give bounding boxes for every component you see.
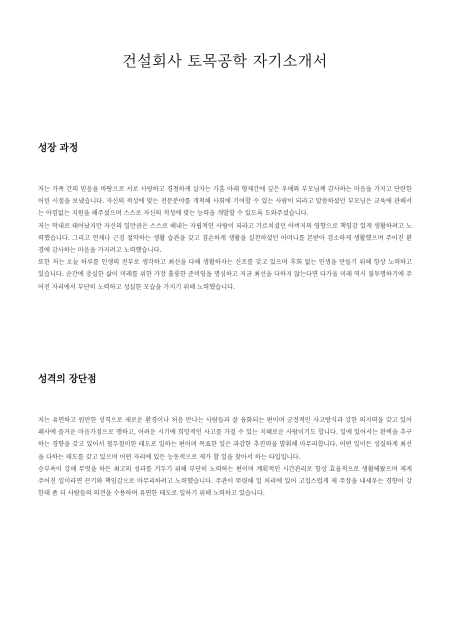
paragraph: 저는 유연하고 원만한 성격으로 새로운 환경이나 처음 만나는 사람들과 잘 융화되는 편이며 긍정적인 사고방식과 강한 의지력을 갖고 있어 패사에 즐거운 마음가짐으로 행하고, 어려운 시기에 희망적인 사고를 가질 수 있는 지혜로운 사람이기도 합니다. 일에 있어서는 완벽을 추구하는 경향을 갖고 있어서 철두철미한 태도로 일하는 편이며 목표한 일은 과감한 추진력을 발휘해 마무리합니다. 어떤 일이든 성실하게 최선을 다하는 태도를 갖고 있으며 어떤 자리에 있든 능동적으로 제가 할 일을 찾아서 하는 타입입니다. (38, 417, 412, 461)
section-heading-growth: 성장 과정 (38, 143, 79, 154)
document-title: 건설회사 토목공학 자기소개서 (122, 52, 328, 70)
paragraph: 또한 저는 오늘 하루를 인생의 전부로 생각하고 최선을 다해 생활하자는 신조를 갖고 있으며 후회 없는 인생을 만들기 위해 항상 노력하고 있습니다. 순간에 충실한 삶이 미래를 위한 가장 훌륭한 준비임을 명심하고 지금 최선을 다하지 않는다면 다가올 미래 역시 불투명하기에 주어진 자리에서 부단히 노력하고 성실한 모습을 가지기 위해 노력했습니다. (38, 259, 412, 291)
paragraph: 저는 막내로 태어났지만 자신의 일만큼은 스스로 해내는 자립적인 사람이 되라고 가르치셨던 아버지의 영향으로 책임감 있게 생활하려고 노력했습니다. 그리고 언제나 근검 절약하는 생활 습관을 갖고 겸손하게 생활을 실천하셨던 어머니를 본받아 검소하게 생활했으며 주어진 환경에 감사하는 마음을 가지려고 노력했습니다. (38, 222, 412, 255)
section-body-growth (38, 184, 412, 294)
section-body-personality (38, 415, 412, 500)
paragraph: 승부욕이 강해 무엇을 하든 최고의 성과를 거두기 위해 부단히 노력하는 편이며 계획적인 시간관리로 항상 효율적으로 생활해왔으며 제게 주어진 일이라면 끈기와 책임감으로 마무리하려고 노력했습니다. 주관이 뚜렷해 일 처리에 있어 고집스럽게 제 주장을 내세우는 경향이 강한데 좀 더 사람들의 의견을 수용하며 유연한 태도로 일하기 위해 노력하고 있습니다. (38, 465, 412, 498)
section-heading-personality: 성격의 장단점 (38, 374, 97, 385)
paragraph: 저는 가족 간의 믿음을 바탕으로 서로 사랑하고 경청하게 살자는 가훈 아래 형제간에 깊은 우애와 부모님께 감사하는 마음을 가지고 단란한 어린 시절을 보냈습니다. 자신의 적성에 맞는 전문분야를 개척해 사회에 기여할 수 있는 사람이 되라고 말씀하셨던 부모님은 교육에 관해서는 아낌없는 지원을 해주셨으며 스스로 자신의 적성에 맞는 능력을 개발할 수 있도록 도와주셨습니다. (38, 186, 412, 218)
